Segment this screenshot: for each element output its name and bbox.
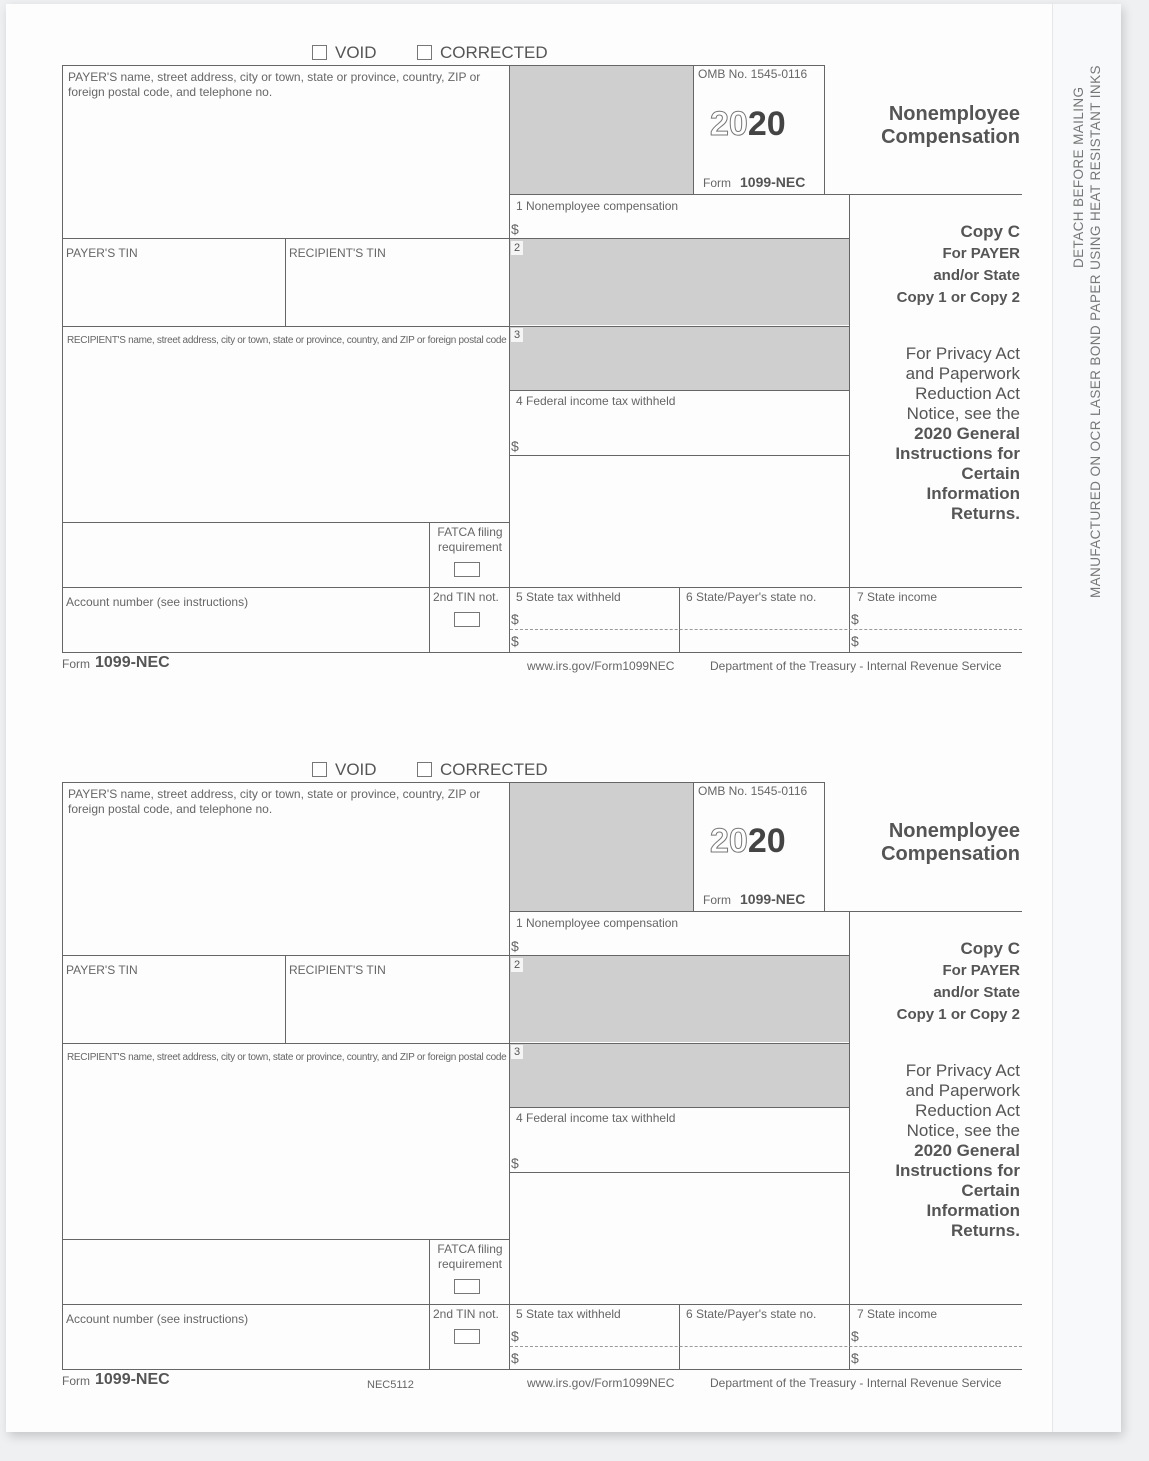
dashed-rule <box>510 629 1022 630</box>
irs-website: www.irs.gov/Form1099NEC <box>527 1376 675 1390</box>
box4-label: 4 Federal income tax withheld <box>516 1111 676 1125</box>
dollar-sign: $ <box>511 1350 519 1366</box>
fatca-checkbox[interactable] <box>454 1279 480 1294</box>
rule <box>62 65 824 66</box>
shaded-area-top <box>510 66 693 194</box>
void-checkbox[interactable] <box>312 45 327 60</box>
form-name: 1099-NEC <box>740 174 806 190</box>
box5-amount-1-field[interactable] <box>524 1324 674 1344</box>
fatca-label <box>432 1242 508 1272</box>
rule <box>62 587 1022 588</box>
title-line-1: Nonemployee <box>888 103 1020 125</box>
rule <box>824 782 825 911</box>
copy-line-4: Copy 1 or Copy 2 <box>896 289 1020 306</box>
rule <box>62 955 850 956</box>
box7-amount-1-field[interactable] <box>864 607 1020 627</box>
privacy-bold-line: Instructions for <box>895 1161 1020 1180</box>
box4-amount-field[interactable] <box>524 430 844 454</box>
box5-amount-2-field[interactable] <box>524 1348 674 1368</box>
account-number-label: Account number (see instructions) <box>66 595 249 609</box>
corrected-checkbox[interactable] <box>417 45 432 60</box>
corrected-checkbox[interactable] <box>417 762 432 777</box>
second-tin-label: 2nd TIN not. <box>433 1307 499 1321</box>
box2-number: 2 <box>511 241 523 255</box>
box6-state-1-field[interactable] <box>684 607 844 627</box>
fatca-line-1: FATCA filing <box>437 525 503 539</box>
box2-shaded <box>510 956 849 1042</box>
form-word: Form <box>703 893 731 907</box>
title-line-1: Nonemployee <box>888 820 1020 842</box>
box7-label: 7 State income <box>857 590 938 604</box>
box5-label: 5 State tax withheld <box>516 1307 621 1321</box>
copy-line-3: and/or State <box>933 267 1020 284</box>
copy-designation <box>860 221 1020 309</box>
box3-shaded <box>510 1043 849 1107</box>
omb-number: OMB No. 1545-0116 <box>698 67 808 81</box>
fatca-checkbox[interactable] <box>454 562 480 577</box>
fatca-label <box>432 525 508 555</box>
department-text: Department of the Treasury - Internal Revenue Service <box>710 1376 1002 1390</box>
box2-number: 2 <box>511 958 523 972</box>
rule <box>509 455 850 456</box>
rule <box>62 1304 1022 1305</box>
footer-form-name: 1099-NEC <box>95 1371 170 1388</box>
footer-form-name: 1099-NEC <box>95 654 170 671</box>
copy-line-4: Copy 1 or Copy 2 <box>896 1006 1020 1023</box>
footer-form-word: Form <box>62 1374 90 1388</box>
detach-text: DETACH BEFORE MAILING <box>1071 86 1086 268</box>
void-label: VOID <box>335 43 377 62</box>
copy-line-2: For PAYER <box>942 962 1020 979</box>
title-line-2: Compensation <box>881 126 1020 148</box>
rule <box>824 65 825 194</box>
box7-amount-2-field[interactable] <box>864 1348 1020 1368</box>
rule <box>285 955 286 1043</box>
box1-amount-field[interactable] <box>524 932 844 954</box>
box1-label: 1 Nonemployee compensation <box>516 916 679 930</box>
privacy-line: Reduction Act <box>915 1101 1020 1120</box>
privacy-line: and Paperwork <box>905 1081 1020 1100</box>
payer-tin-field[interactable] <box>64 264 282 324</box>
recipient-name-field[interactable] <box>64 1069 507 1237</box>
payer-tin-label: PAYER'S TIN <box>66 963 138 977</box>
rule <box>62 782 824 783</box>
copy-title: Copy C <box>960 939 1020 958</box>
rule <box>849 587 850 653</box>
recipient-tin-label: RECIPIENT'S TIN <box>289 963 386 977</box>
dashed-rule <box>510 1346 1022 1347</box>
box1-label: 1 Nonemployee compensation <box>516 199 679 213</box>
privacy-line: Notice, see the <box>906 1121 1020 1140</box>
dollar-sign: $ <box>851 1328 859 1344</box>
rule <box>509 1172 850 1173</box>
privacy-bold-line: Information <box>926 1201 1020 1220</box>
second-tin-checkbox[interactable] <box>454 1329 480 1344</box>
rule <box>62 652 1022 653</box>
account-number-label: Account number (see instructions) <box>66 1312 249 1326</box>
rule <box>62 522 510 523</box>
box3-number: 3 <box>511 1045 523 1059</box>
rule <box>509 911 1022 912</box>
account-number-field[interactable] <box>64 614 426 650</box>
rule <box>62 65 63 653</box>
rule <box>62 1239 510 1240</box>
rule <box>693 782 694 911</box>
corrected-label: CORRECTED <box>440 43 548 62</box>
privacy-notice <box>860 1061 1020 1241</box>
form-word: Form <box>703 176 731 190</box>
privacy-line: Notice, see the <box>906 404 1020 423</box>
rule <box>62 782 63 1370</box>
fatca-line-1: FATCA filing <box>437 1242 503 1256</box>
rule <box>509 782 510 1370</box>
box6-label: 6 State/Payer's state no. <box>686 1307 817 1321</box>
second-tin-label: 2nd TIN not. <box>433 590 499 604</box>
rule <box>285 238 286 326</box>
dollar-sign: $ <box>511 221 519 237</box>
box6-state-2-field[interactable] <box>684 1348 844 1368</box>
recipient-name-field[interactable] <box>64 352 507 520</box>
recipient-name-label: RECIPIENT'S name, street address, city or town, state or province, country, and ZIP or foreign postal code <box>67 1052 507 1063</box>
box6-state-2-field[interactable] <box>684 631 844 651</box>
copy-line-2: For PAYER <box>942 245 1020 262</box>
privacy-bold-line: Information <box>926 484 1020 503</box>
dollar-sign: $ <box>851 633 859 649</box>
rule <box>62 1043 850 1044</box>
box5-amount-2-field[interactable] <box>524 631 674 651</box>
box2-shaded <box>510 239 849 325</box>
manufactured-text: MANUFACTURED ON OCR LASER BOND PAPER USING HEAT RESISTANT INKS <box>1088 65 1103 598</box>
rule <box>62 326 850 327</box>
rule <box>509 390 850 391</box>
void-label: VOID <box>335 760 377 779</box>
irs-website: www.irs.gov/Form1099NEC <box>527 659 675 673</box>
privacy-bold-line: 2020 General <box>914 424 1020 443</box>
privacy-bold-line: Certain <box>961 464 1020 483</box>
tax-year <box>710 104 786 144</box>
payer-name-label: PAYER'S name, street address, city or town, state or province, country, ZIP or foreign postal code, and telephone no. <box>68 70 481 99</box>
form-copy-bottom <box>0 717 1149 1417</box>
box4-amount-field[interactable] <box>524 1147 844 1171</box>
privacy-line: and Paperwork <box>905 364 1020 383</box>
form-copy-top <box>0 0 1149 700</box>
privacy-line: For Privacy Act <box>905 344 1020 363</box>
payer-name-field[interactable] <box>64 817 507 953</box>
box7-amount-2-field[interactable] <box>864 631 1020 651</box>
box7-label: 7 State income <box>857 1307 938 1321</box>
privacy-notice <box>860 344 1020 524</box>
box4-label: 4 Federal income tax withheld <box>516 394 676 408</box>
payer-name-label: PAYER'S name, street address, city or town, state or province, country, ZIP or foreign postal code, and telephone no. <box>68 787 481 816</box>
box5-label: 5 State tax withheld <box>516 590 621 604</box>
copy-line-3: and/or State <box>933 984 1020 1001</box>
tax-year-outline: 20 <box>710 822 748 860</box>
payer-tin-label: PAYER'S TIN <box>66 246 138 260</box>
dollar-sign: $ <box>511 1328 519 1344</box>
form-title <box>840 820 1020 866</box>
department-text: Department of the Treasury - Internal Revenue Service <box>710 659 1002 673</box>
rule <box>693 65 694 194</box>
tax-year-bold: 20 <box>747 822 786 860</box>
box5-amount-1-field[interactable] <box>524 607 674 627</box>
title-line-2: Compensation <box>881 843 1020 865</box>
void-checkbox[interactable] <box>312 762 327 777</box>
box3-shaded <box>510 326 849 390</box>
omb-number: OMB No. 1545-0116 <box>698 784 808 798</box>
tax-year-outline: 20 <box>710 105 748 143</box>
rule <box>509 1107 850 1108</box>
recipient-tin-label: RECIPIENT'S TIN <box>289 246 386 260</box>
rule <box>62 1369 1022 1370</box>
payer-tin-field[interactable] <box>64 981 282 1041</box>
dollar-sign: $ <box>511 611 519 627</box>
shaded-area-top <box>510 783 693 911</box>
second-tin-checkbox[interactable] <box>454 612 480 627</box>
tax-year <box>710 821 786 861</box>
box3-number: 3 <box>511 328 523 342</box>
corrected-label: CORRECTED <box>440 760 548 779</box>
rule <box>849 1304 850 1370</box>
form-code: NEC5112 <box>367 1379 414 1391</box>
box1-amount-field[interactable] <box>524 215 844 237</box>
rule <box>679 1304 680 1370</box>
footer-form-word: Form <box>62 657 90 671</box>
privacy-bold-line: 2020 General <box>914 1141 1020 1160</box>
dollar-sign: $ <box>511 938 519 954</box>
fatca-line-2: requirement <box>437 1257 503 1271</box>
recipient-tin-field[interactable] <box>288 981 506 1041</box>
dollar-sign: $ <box>851 611 859 627</box>
privacy-bold-line: Certain <box>961 1181 1020 1200</box>
box6-label: 6 State/Payer's state no. <box>686 590 817 604</box>
rule <box>679 587 680 653</box>
privacy-bold-line: Returns. <box>951 504 1020 523</box>
account-number-field[interactable] <box>64 1331 426 1367</box>
tax-year-bold: 20 <box>747 105 786 143</box>
box7-amount-1-field[interactable] <box>864 1324 1020 1344</box>
privacy-line: Reduction Act <box>915 384 1020 403</box>
form-title <box>840 103 1020 149</box>
rule <box>509 194 1022 195</box>
dollar-sign: $ <box>511 438 519 454</box>
form-name: 1099-NEC <box>740 891 806 907</box>
dollar-sign: $ <box>511 1155 519 1171</box>
recipient-name-label: RECIPIENT'S name, street address, city or town, state or province, country, and ZIP or foreign postal code <box>67 335 507 346</box>
box6-state-1-field[interactable] <box>684 1324 844 1344</box>
privacy-bold-line: Returns. <box>951 1221 1020 1240</box>
rule <box>509 65 510 653</box>
recipient-tin-field[interactable] <box>288 264 506 324</box>
dollar-sign: $ <box>851 1350 859 1366</box>
rule <box>62 238 850 239</box>
fatca-line-2: requirement <box>437 540 503 554</box>
payer-name-field[interactable] <box>64 100 507 236</box>
dollar-sign: $ <box>511 633 519 649</box>
privacy-line: For Privacy Act <box>905 1061 1020 1080</box>
copy-designation <box>860 938 1020 1026</box>
privacy-bold-line: Instructions for <box>895 444 1020 463</box>
copy-title: Copy C <box>960 222 1020 241</box>
